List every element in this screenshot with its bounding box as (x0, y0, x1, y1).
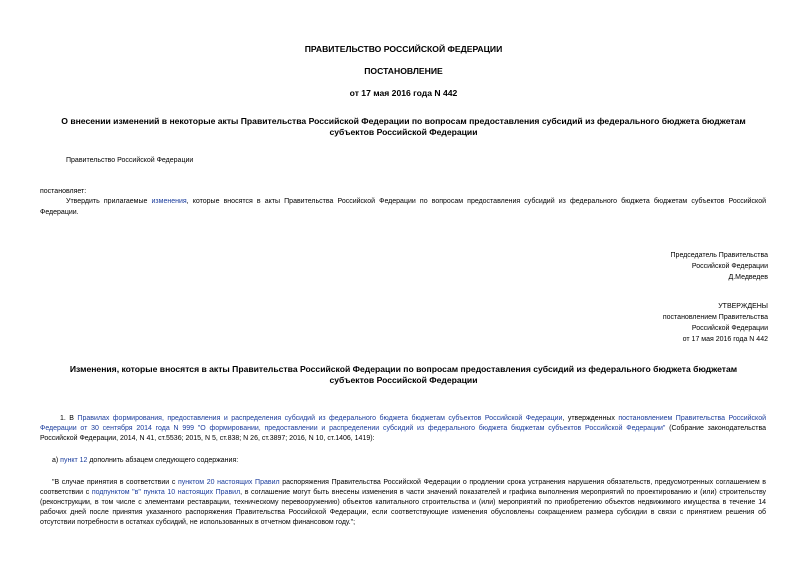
item1-line2-after: (Собрание законодательства (665, 425, 766, 432)
quote-l1-before: "В случае принятия в соответствии с (52, 479, 178, 486)
quote-line3: (реконструкции, в том числе с элементами реставрации, техническому перевооружению) объектов капитального строительства и (или) мероприятий по приобретению объектов недвижимого имущества в течение 14 (40, 499, 766, 506)
rules-link[interactable]: Правилах формирования, предоставления и распределения субсидий из федерального бюджета бюджетам субъектов Российской Федерации (77, 415, 563, 422)
subpoint-v-link[interactable]: подпунктом "в" пункта 10 настоящих Правил (91, 489, 241, 496)
approval-line4: от 17 мая 2016 года N 442 (682, 336, 768, 343)
approve-paragraph-line2: Федерации. (40, 209, 79, 216)
signature-name: Д.Медведев (728, 274, 768, 281)
quote-l1-after: распоряжения Правительства Российской Федерации о продлении срока устранения нарушения обязательств, предусмотренных соглашением в (279, 479, 766, 486)
signature-line1: Председатель Правительства (670, 252, 768, 259)
date-number-heading: от 17 мая 2016 года N 442 (349, 88, 458, 98)
item1-line1 (40, 414, 766, 423)
quote-line5: отсутствии потребности в остатках субсидий, не использованных в отчетном финансовом году."; (40, 519, 356, 526)
doc-type-heading: ПОСТАНОВЛЕНИЕ (364, 66, 443, 76)
approval-line1: УТВЕРЖДЕНЫ (718, 303, 768, 310)
decree-title-line2: субъектов Российской Федерации (329, 127, 478, 137)
sub-a-line (52, 456, 238, 465)
changes-title-line1: Изменения, которые вносятся в акты Правительства Российской Федерации по вопросам предоставления субсидий из федерального бюджета бюджетам (69, 364, 738, 374)
decree-title-line1: О внесении изменений в некоторые акты Правительства Российской Федерации по вопросам предоставления субсидий из федерального бюджета бюджетам (61, 116, 746, 126)
changes-title-line2: субъектов Российской Федерации (329, 375, 478, 385)
approve-text-before: Утвердить прилагаемые (66, 198, 152, 205)
quote-line1 (40, 478, 766, 487)
item1-line2 (40, 424, 766, 433)
point-12-link[interactable]: пункт 12 (60, 457, 88, 464)
approval-line2: постановлением Правительства (662, 314, 768, 321)
approve-paragraph-line1 (40, 197, 766, 206)
signature-line2: Российской Федерации (691, 263, 768, 270)
quote-line4: рабочих дней после принятия указанного распоряжения Правительства Российской Федерации, если соответствующие изменения обусловлены сокращением размера субсидии в связи с принятием решения об (40, 509, 766, 516)
preamble-government: Правительство Российской Федерации (66, 157, 194, 164)
item1-line3: Российской Федерации, 2014, N 41, ст.5536; 2015, N 5, ст.838; N 26, ст.3897; 2016, N 10, ст.1406, 1419): (40, 435, 375, 442)
approve-text-after: , которые вносятся в акты Правительства Российской Федерации по вопросам предоставления субсидий из федерального бюджета бюджетам субъектов Российской (186, 198, 766, 205)
changes-link[interactable]: изменения (151, 198, 187, 205)
quote-line2 (40, 488, 766, 497)
preamble-decides: постановляет: (40, 188, 87, 195)
decree-999-link-cont[interactable]: Федерации от 30 сентября 2014 года N 999 "О формировании, предоставлении и распределении субсидий из федерального бюджета бюджетам субъектов Российской Федерации" (40, 425, 666, 432)
government-heading: ПРАВИТЕЛЬСТВО РОССИЙСКОЙ ФЕДЕРАЦИИ (304, 44, 503, 54)
quote-l2-before: соответствии с (40, 489, 92, 496)
sub-a-text: дополнить абзацем следующего содержания: (87, 457, 239, 464)
approval-line3: Российской Федерации (691, 325, 768, 332)
decree-999-link[interactable]: постановлением Правительства Российской (618, 415, 766, 422)
quote-l2-after: , в соглашение могут быть внесены изменения в части значений показателей и графика выполнения мероприятий по проектированию и (или) строительству (240, 489, 766, 496)
point-20-link[interactable]: пунктом 20 настоящих Правил (177, 479, 280, 486)
item1-mid: , утвержденных (562, 415, 619, 422)
item1-prefix: 1. В (60, 415, 78, 422)
sub-a-prefix: а) (52, 457, 61, 464)
